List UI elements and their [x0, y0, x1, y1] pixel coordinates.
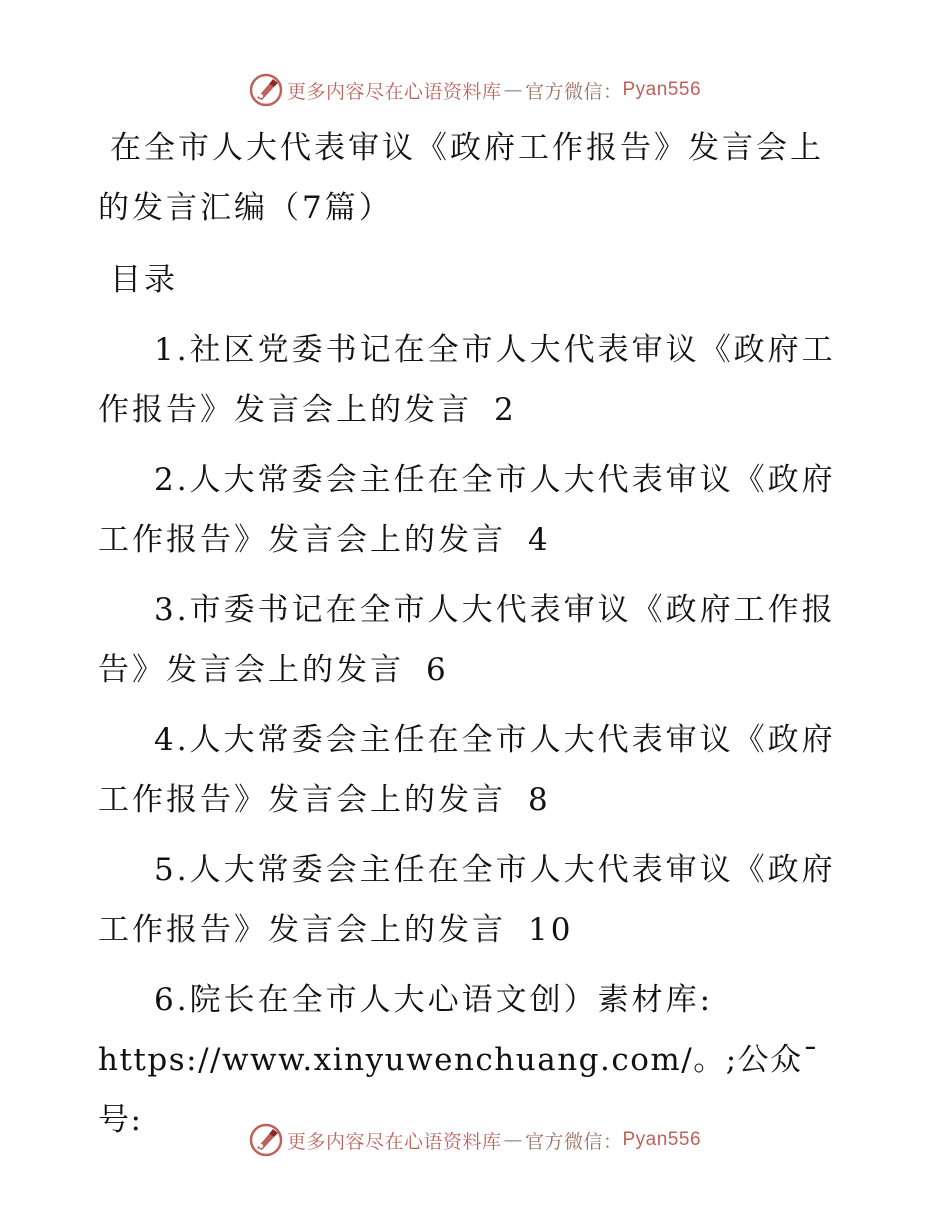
toc-item-page: 6 [426, 652, 449, 688]
banner-wechat-handle: Pyan556 [622, 1129, 702, 1150]
banner-wechat-label: 官方微信： [524, 80, 623, 103]
toc-heading: 目录 [110, 262, 178, 298]
toc-item-label: 6.院长在全市人大心语文创）素材库: [154, 982, 714, 1018]
toc-item-page: 4 [528, 522, 551, 558]
toc-item-label: 2.人大常委会主任在全市人大代表审议《政府工作报告》发言会上的发言 [98, 462, 836, 558]
toc-item-page: 8 [528, 782, 551, 818]
pen-nib-logo-icon [249, 73, 283, 107]
banner-wechat-handle: Pyan556 [622, 79, 702, 100]
toc-item-1[interactable] [98, 320, 843, 440]
toc-item-page: 2 [494, 392, 517, 428]
banner-wechat-label: 官方微信： [524, 1130, 623, 1153]
toc-item-label: 3.市委书记在全市人大代表审议《政府工作报告》发言会上的发言 [98, 592, 836, 688]
banner-text: 更多内容尽在心语资料库 [286, 1130, 502, 1153]
source-url-line[interactable]: https://www.xinyuwenchuang.com/。;公众¯号: [98, 1042, 820, 1138]
toc-item-4[interactable] [98, 710, 843, 830]
document-body [98, 118, 843, 1150]
pen-nib-logo-icon [249, 1123, 283, 1157]
toc-item-5[interactable] [98, 840, 843, 960]
toc-item-2[interactable] [98, 450, 843, 570]
toc-item-page: 10 [528, 912, 574, 948]
banner-text: 更多内容尽在心语资料库 [286, 80, 502, 103]
banner-separator: — [503, 79, 523, 101]
toc-item-3[interactable] [98, 580, 843, 700]
toc-item-label: 4.人大常委会主任在全市人大代表审议《政府工作报告》发言会上的发言 [98, 722, 836, 818]
footer-watermark-banner [0, 1120, 950, 1160]
banner-separator: — [503, 1129, 523, 1151]
header-watermark-banner [0, 70, 950, 110]
document-title: 在全市人大代表审议《政府工作报告》发言会上的发言汇编（7篇） [98, 130, 824, 226]
toc-item-6[interactable] [98, 970, 843, 1030]
toc-item-label: 1.社区党委书记在全市人大代表审议《政府工作报告》发言会上的发言 [98, 332, 836, 428]
toc-item-label: 5.人大常委会主任在全市人大代表审议《政府工作报告》发言会上的发言 [98, 852, 836, 948]
